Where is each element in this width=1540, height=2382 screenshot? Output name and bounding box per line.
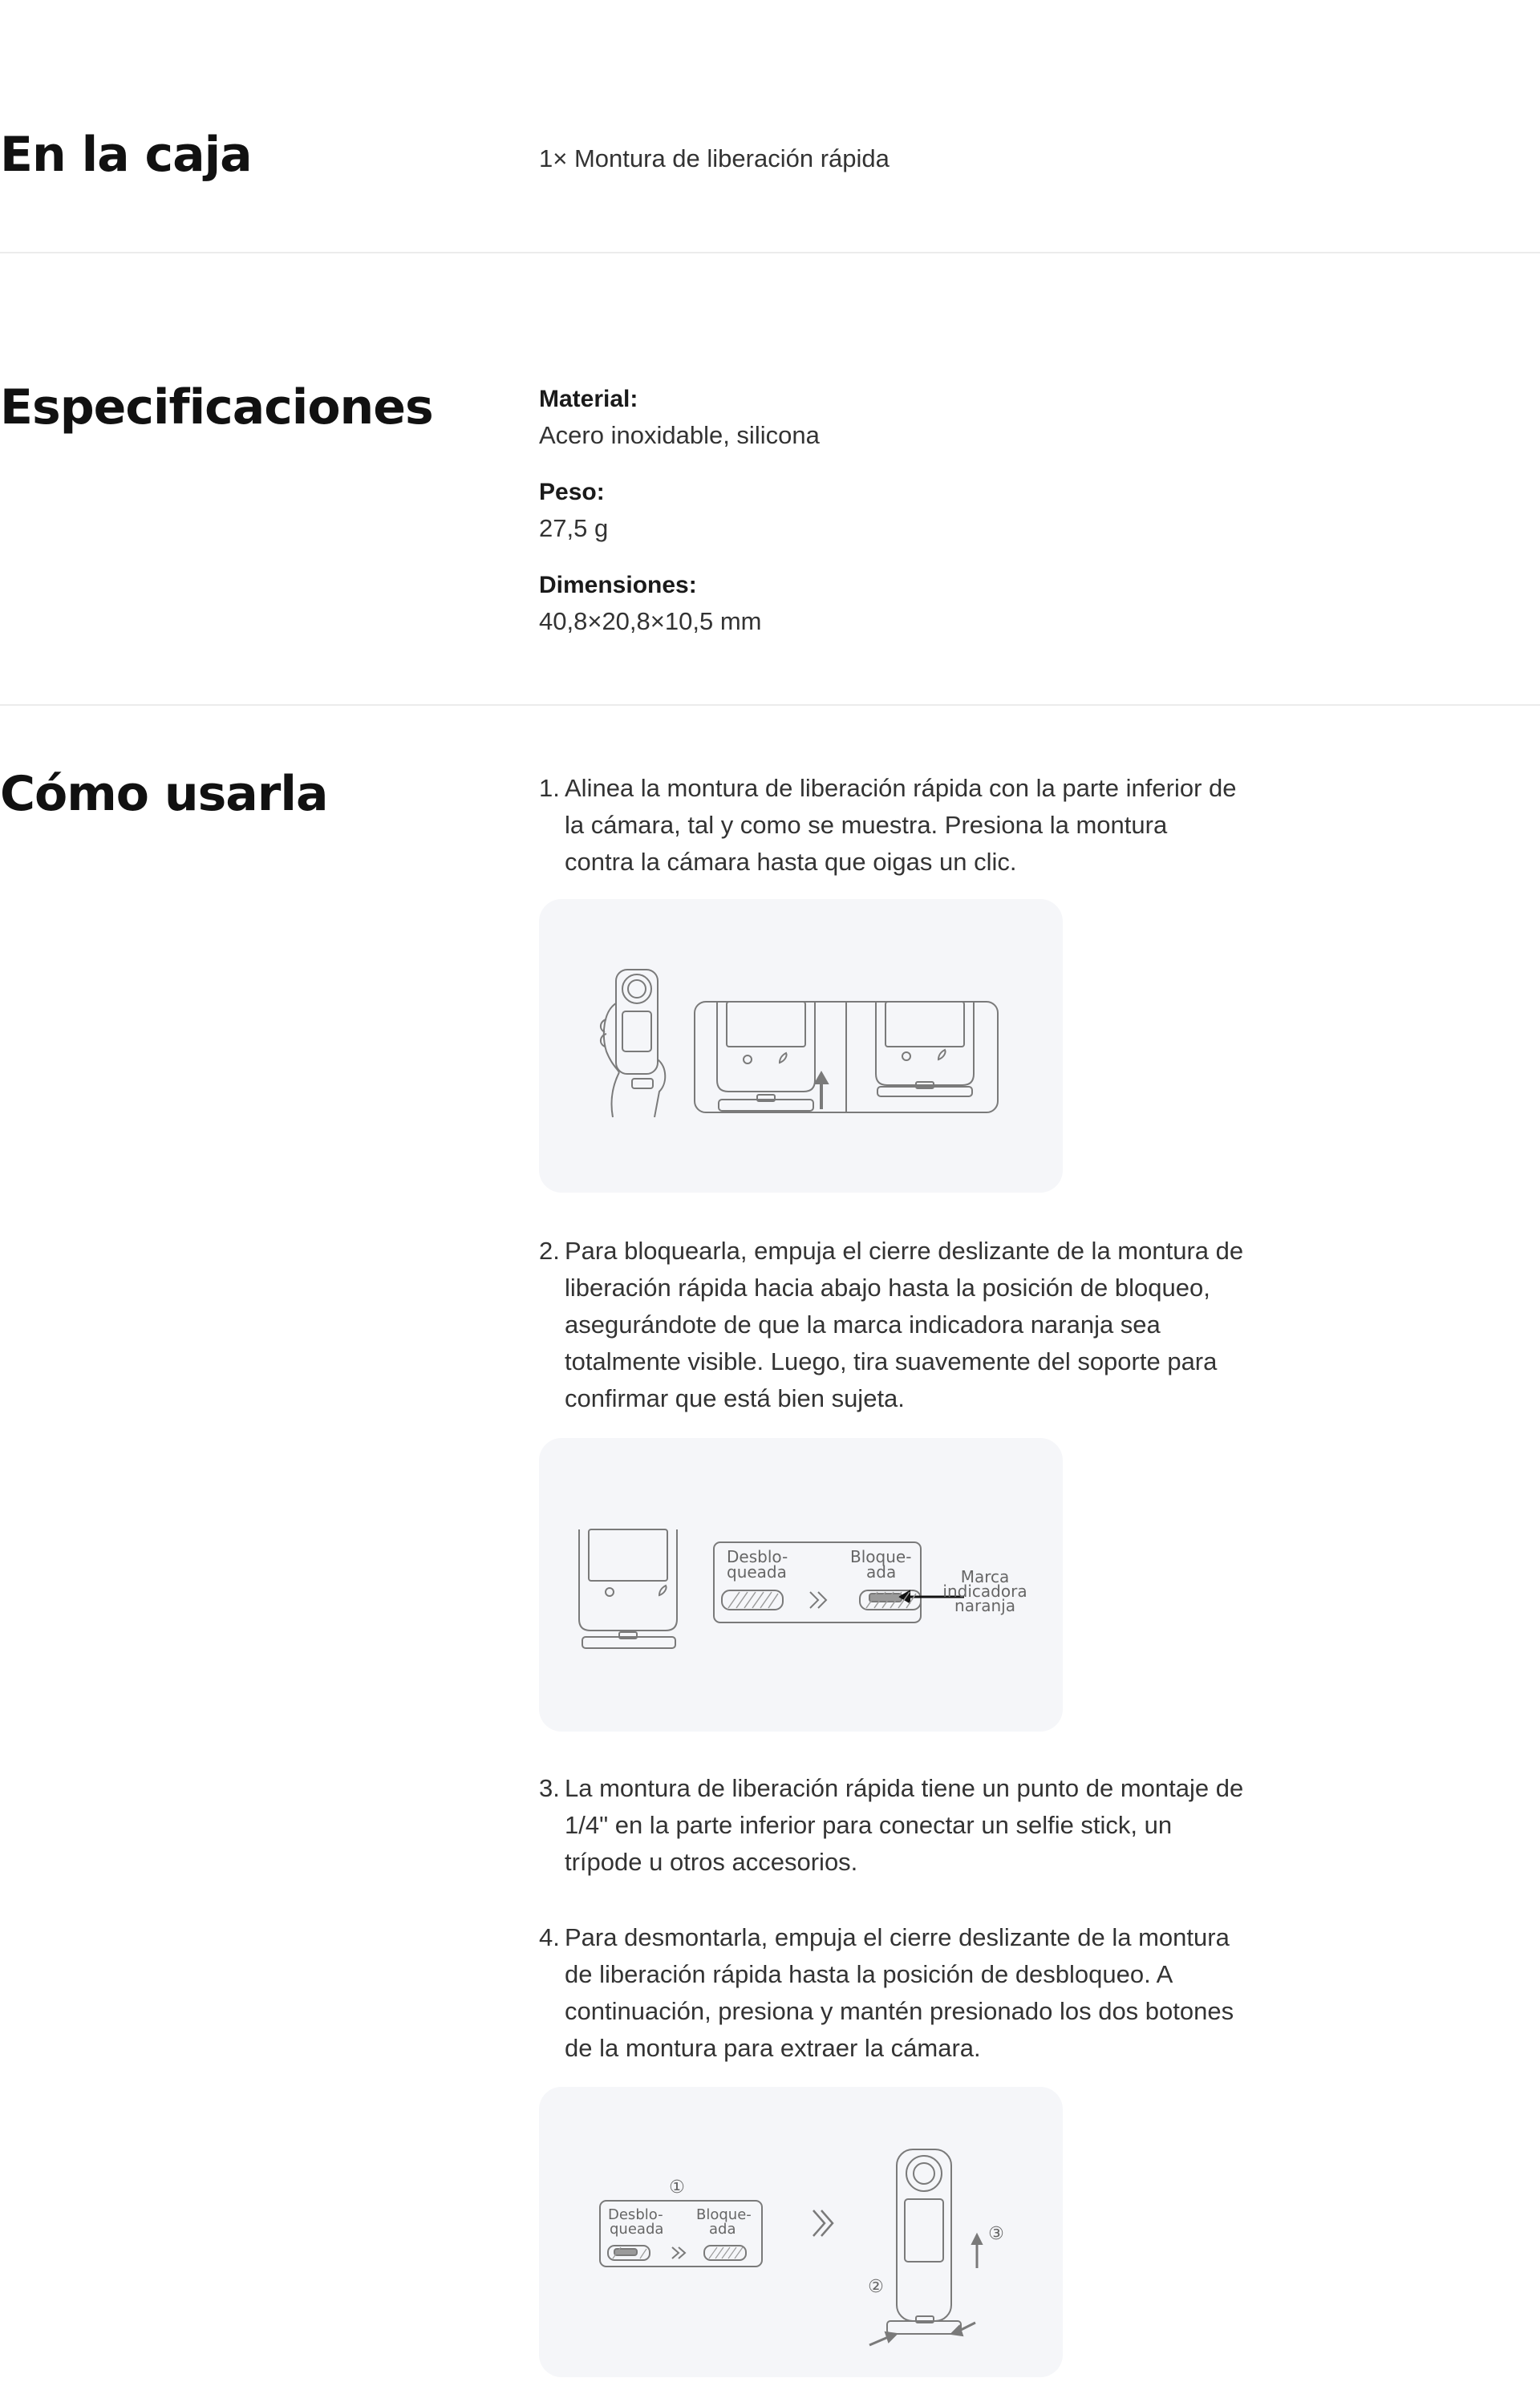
spec-label: Material: bbox=[539, 386, 638, 412]
usage-title: Cómo usarla bbox=[0, 766, 328, 822]
chevron-right-icon bbox=[810, 1592, 826, 1608]
step-2 bbox=[539, 1233, 1261, 1417]
figure-attach-mount bbox=[539, 899, 1063, 1193]
label-unlocked-1: Desblo- bbox=[727, 1547, 788, 1566]
step-3 bbox=[539, 1770, 1261, 1881]
chevron-right-icon bbox=[672, 2247, 685, 2258]
step-marker-2: ② bbox=[868, 2277, 884, 2297]
spec-value: Acero inoxidable, silicona bbox=[539, 421, 820, 449]
spec-list bbox=[539, 382, 820, 640]
arrow-right-icon bbox=[869, 2332, 897, 2345]
spec-item-material bbox=[539, 382, 820, 454]
spec-value: 27,5 g bbox=[539, 514, 609, 542]
label-mark-1: Marca bbox=[960, 1567, 1010, 1586]
attach-illustration bbox=[539, 899, 1063, 1193]
label-mark-2: indicadora bbox=[942, 1582, 1027, 1601]
camera-body-icon bbox=[717, 1002, 815, 1111]
step-text: La montura de liberación rápida tiene un punto de montaje de 1/4" en la parte inferior para conectar un selfie stick, un trípode u otros accesorios. bbox=[565, 1774, 1244, 1876]
arrow-up-icon bbox=[972, 2234, 982, 2268]
step-number: 3. bbox=[539, 1774, 560, 1802]
lock-illustration bbox=[539, 1438, 1063, 1732]
camera-hand-icon bbox=[601, 970, 665, 1117]
camera-locked-icon bbox=[876, 1002, 974, 1096]
spec-item-weight bbox=[539, 475, 820, 547]
specs-title: Especificaciones bbox=[0, 379, 433, 435]
spec-value: 40,8×20,8×10,5 mm bbox=[539, 607, 762, 635]
step-text: Para desmontarla, empuja el cierre deslizante de la montura de liberación rápida hasta la posición de desbloqueo. A continuación, presiona y mantén presionado los dos botones de la montura para extraer la cámara. bbox=[565, 1923, 1234, 2062]
step-marker-1: ① bbox=[669, 2177, 685, 2198]
label-locked-1: Bloque- bbox=[696, 2206, 752, 2223]
divider bbox=[0, 252, 1540, 253]
step-marker-3: ③ bbox=[988, 2224, 1004, 2244]
figure-remove-mount bbox=[539, 2087, 1063, 2377]
step-4 bbox=[539, 1919, 1261, 2067]
in-box-item: 1× Montura de liberación rápida bbox=[539, 144, 890, 172]
arrow-up-icon bbox=[815, 1072, 828, 1109]
camera-side-icon bbox=[887, 2149, 961, 2334]
label-unlocked-2: queada bbox=[610, 2221, 664, 2238]
slider-unlocked-icon bbox=[704, 2246, 746, 2260]
label-locked-1: Bloque- bbox=[850, 1547, 912, 1566]
spec-item-dimensions bbox=[539, 568, 820, 640]
spec-label: Peso: bbox=[539, 479, 605, 505]
label-locked-2: ada bbox=[866, 1562, 897, 1582]
spec-label: Dimensiones: bbox=[539, 572, 697, 598]
step-number: 2. bbox=[539, 1237, 560, 1265]
step-number: 1. bbox=[539, 774, 560, 802]
label-unlocked-1: Desblo- bbox=[608, 2206, 663, 2223]
remove-illustration bbox=[539, 2087, 1063, 2377]
figure-lock-mount bbox=[539, 1438, 1063, 1732]
step-number: 4. bbox=[539, 1923, 560, 1951]
label-locked-2: ada bbox=[709, 2221, 736, 2238]
camera-body-icon bbox=[579, 1529, 677, 1648]
label-unlocked-2: queada bbox=[727, 1562, 787, 1582]
step-text: Alinea la montura de liberación rápida con la parte inferior de la cámara, tal y como se muestra. Presiona la montura contra la cámara hasta que oigas un clic. bbox=[565, 774, 1237, 876]
divider bbox=[0, 704, 1540, 706]
step-1 bbox=[539, 770, 1261, 881]
step-text: Para bloquearla, empuja el cierre deslizante de la montura de liberación rápida hacia abajo hasta la posición de bloqueo, asegurándote de que la marca indicadora naranja sea totalmente visible. Luego, tira suavemente del soporte para confirmar que está bien sujeta. bbox=[565, 1237, 1244, 1412]
arrow-left-icon bbox=[951, 2323, 975, 2335]
chevron-right-icon bbox=[813, 2210, 833, 2236]
label-mark-3: naranja bbox=[954, 1596, 1015, 1615]
in-box-title: En la caja bbox=[0, 127, 252, 183]
